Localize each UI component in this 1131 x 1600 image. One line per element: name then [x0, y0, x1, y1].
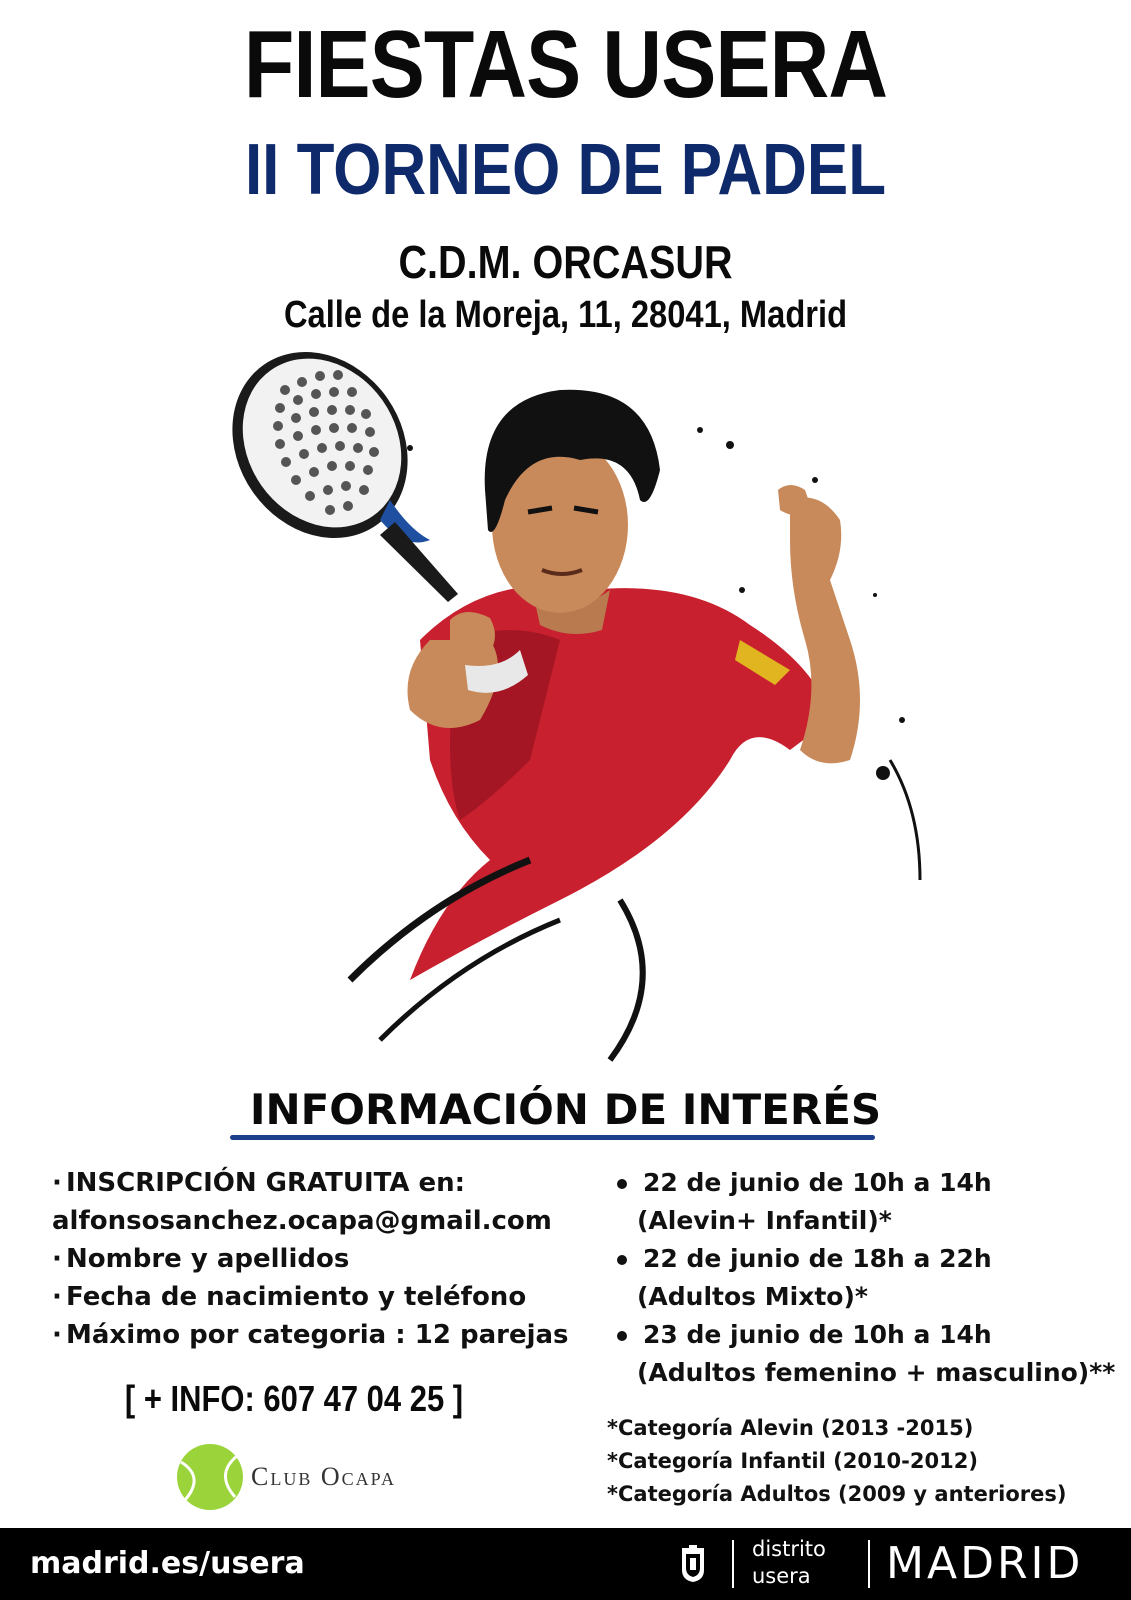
schedule-item: 23 de junio de 10h a 14h [615, 1316, 1115, 1354]
more-info-phone: [ + INFO: 607 47 04 25 ] [124, 1378, 464, 1419]
footer-divider [868, 1540, 870, 1588]
venue-name: C.D.M. ORCASUR [398, 236, 733, 288]
footer-url[interactable]: madrid.es/usera [30, 1546, 305, 1581]
venue-address: Calle de la Moreja, 11, 28041, Madrid [283, 294, 848, 336]
category-note: *Categoría Infantil (2010-2012) [607, 1449, 978, 1473]
registration-list [52, 1164, 592, 1354]
schedule-category: (Adultos Mixto)* [637, 1282, 868, 1311]
list-item: · Máximo por categoria : 12 parejas [52, 1320, 569, 1350]
club-logo [175, 1440, 475, 1516]
madrid-shield-icon [680, 1544, 706, 1584]
category-note: *Categoría Alevin (2013 -2015) [607, 1416, 974, 1440]
tennis-ball-icon [175, 1442, 245, 1512]
racket-icon [230, 340, 458, 602]
bullet-icon [617, 1179, 627, 1189]
schedule-item: 22 de junio de 10h a 14h [615, 1164, 1115, 1202]
info-heading: INFORMACIÓN DE INTERÉS [249, 1085, 882, 1134]
list-item: · INSCRIPCIÓN GRATUITA en: [52, 1168, 466, 1198]
padel-player-illustration [230, 340, 950, 1080]
poster-title: FIESTAS USERA [243, 11, 888, 118]
district-label: distrito usera [752, 1537, 826, 1588]
list-item: · Fecha de nacimiento y teléfono [52, 1282, 527, 1312]
category-notes [607, 1412, 1127, 1511]
madrid-logo-text: MADRID [886, 1538, 1084, 1589]
bullet-icon [617, 1331, 627, 1341]
club-name: Club Ocapa [251, 1462, 396, 1491]
poster-subtitle: II TORNEO DE PADEL [244, 130, 887, 210]
registration-email: alfonsosanchez.ocapa@gmail.com [52, 1206, 552, 1236]
schedule-list [615, 1164, 1115, 1392]
category-note: *Categoría Adultos (2009 y anteriores) [607, 1482, 1067, 1506]
schedule-item: 22 de junio de 18h a 22h [615, 1240, 1115, 1278]
footer-divider [732, 1540, 734, 1588]
bullet-icon [617, 1255, 627, 1265]
heading-underline [230, 1135, 875, 1140]
list-item: · Nombre y apellidos [52, 1244, 350, 1274]
schedule-category: (Adultos femenino + masculino)** [637, 1358, 1116, 1387]
schedule-category: (Alevin+ Infantil)* [637, 1206, 892, 1235]
footer-bar [0, 1528, 1131, 1600]
